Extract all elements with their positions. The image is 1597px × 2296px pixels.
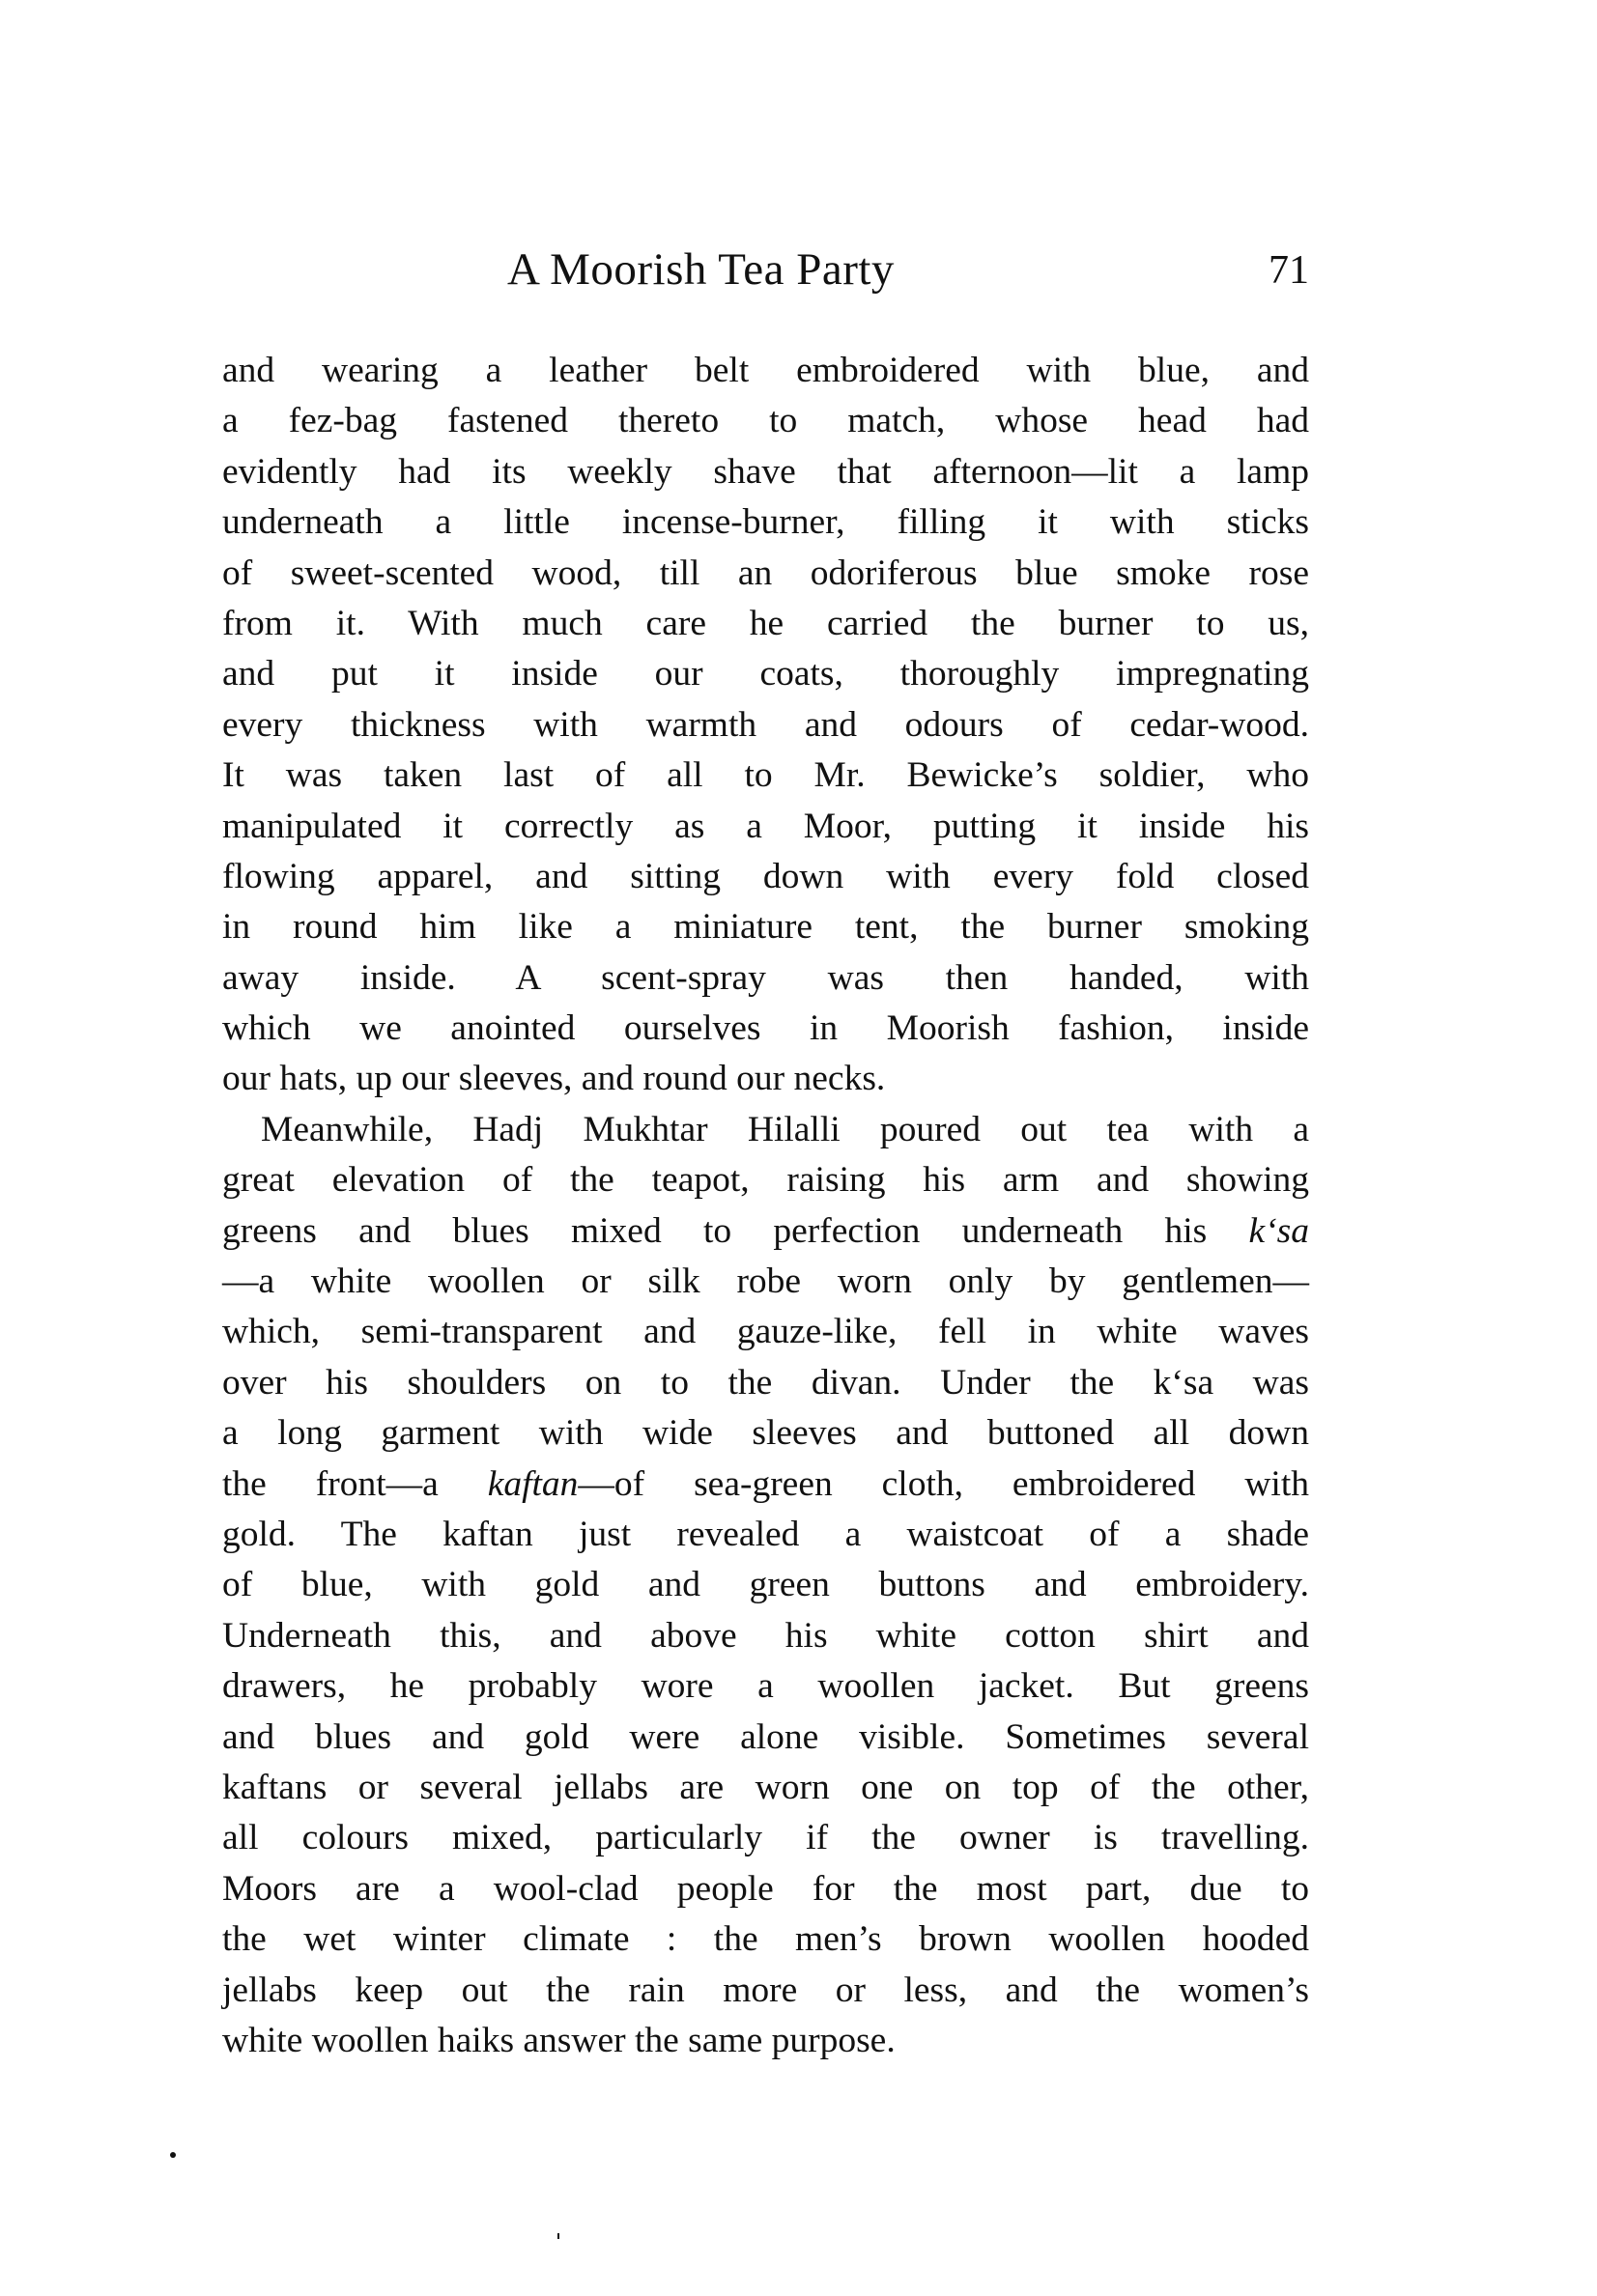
text-line: drawers, he probably wore a woollen jacket. But greens — [222, 1666, 1309, 1707]
text-line: —a white woollen or silk robe worn only by gentlemen— — [222, 1261, 1309, 1302]
text-line: manipulated it correctly as a Moor, putting it inside his — [222, 806, 1309, 846]
text-line: which, semi-transparent and gauze-like, fell in white waves — [222, 1312, 1309, 1352]
text-line: of sweet-scented wood, till an odoriferous blue smoke rose — [222, 553, 1309, 593]
text-line: the wet winter climate : the men’s brown woollen hooded — [222, 1919, 1309, 1960]
paragraph — [222, 1105, 1309, 2066]
text-line: It was taken last of all to Mr. Bewicke’s soldier, who — [222, 755, 1309, 796]
paragraph — [222, 346, 1309, 1105]
text-line: a long garment with wide sleeves and buttoned all down — [222, 1413, 1309, 1454]
running-title: A Moorish Tea Party — [507, 244, 895, 295]
text-line: from it. With much care he carried the burner to us, — [222, 603, 1309, 643]
text-line: every thickness with warmth and odours of cedar-wood. — [222, 704, 1309, 745]
text-line — [222, 1206, 1309, 1257]
text-line: our hats, up our sleeves, and round our necks. — [222, 1059, 886, 1099]
text-line: of blue, with gold and green buttons and embroidery. — [222, 1565, 1309, 1605]
text-line: evidently had its weekly shave that afternoon—lit a lamp — [222, 451, 1309, 492]
italic-term: kaftan — [487, 1463, 579, 1504]
text-line: jellabs keep out the rain more or less, and the women’s — [222, 1970, 1309, 2010]
text-line: white woollen haiks answer the same purpose. — [222, 2020, 896, 2060]
page-number: 71 — [1269, 248, 1309, 293]
scan-speck — [557, 2233, 559, 2239]
text-line: and put it inside our coats, thoroughly impregnating — [222, 654, 1309, 694]
scan-speck — [170, 2152, 176, 2158]
text-line — [222, 1460, 1309, 1510]
text-line: in round him like a miniature tent, the burner smoking — [222, 907, 1309, 948]
text-line: which we anointed ourselves in Moorish fashion, inside — [222, 1008, 1309, 1049]
text-line: and blues and gold were alone visible. Sometimes several — [222, 1716, 1309, 1757]
text-run: greens and blues mixed to perfection underneath his — [222, 1210, 1249, 1251]
text-line: over his shoulders on to the divan. Under the k‘sa was — [222, 1362, 1309, 1403]
body-text — [222, 346, 1309, 2066]
text-run: —of sea-green cloth, embroidered with — [578, 1463, 1309, 1504]
text-line: and wearing a leather belt embroidered with blue, and — [222, 351, 1309, 390]
text-line: gold. The kaftan just revealed a waistcoat of a shade — [222, 1514, 1309, 1554]
text-line: Meanwhile, Hadj Mukhtar Hilalli poured out tea with a — [261, 1109, 1309, 1149]
text-line: great elevation of the teapot, raising his arm and showing — [222, 1160, 1309, 1201]
italic-term: k‘sa — [1248, 1210, 1309, 1251]
text-line: Underneath this, and above his white cotton shirt and — [222, 1615, 1309, 1656]
text-line: away inside. A scent-spray was then handed, with — [222, 957, 1309, 998]
text-line: kaftans or several jellabs are worn one on top of the other, — [222, 1767, 1309, 1807]
running-head — [222, 243, 1309, 301]
text-line: a fez-bag fastened thereto to match, whose head had — [222, 401, 1309, 441]
text-line: flowing apparel, and sitting down with every fold closed — [222, 856, 1309, 896]
text-line: underneath a little incense-burner, filling it with sticks — [222, 502, 1309, 543]
text-line: all colours mixed, particularly if the owner is travelling. — [222, 1818, 1309, 1858]
text-run: the front—a — [222, 1463, 488, 1504]
text-line: Moors are a wool-clad people for the most part, due to — [222, 1868, 1309, 1909]
